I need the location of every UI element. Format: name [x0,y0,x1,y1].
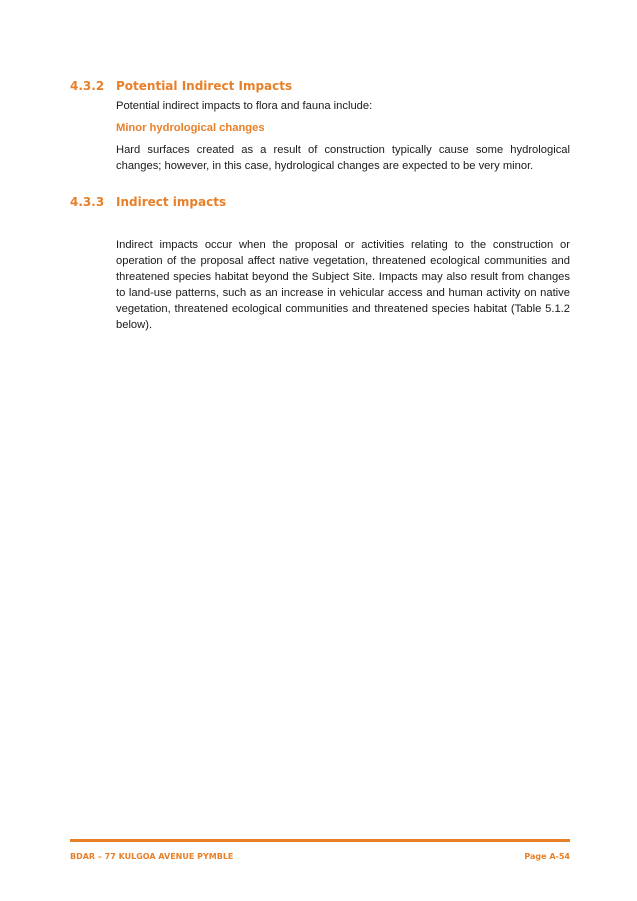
section-432-intro: Potential indirect impacts to flora and fauna include: [116,100,373,112]
section-432-body: Hard surfaces created as a result of construction typically cause some hydrological changes; however, in this case, hydrological changes are expected to be very minor. [116,144,570,172]
section-title: Potential Indirect Impacts [116,79,293,93]
footer-document-title: BDAR – 77 KULGOA AVENUE PYMBLE [70,852,234,861]
section-number: 4.3.2 [70,79,105,93]
section-433-body: Indirect impacts occur when the proposal or activities relating to the construction or operation of the proposal affect native vegetation, threatened ecological communities and threatened species habitat beyond the Subject Site. Impacts may also result from changes to land-use patterns, such as an increase in vehicular access and human activity on native vegetation, threatened ecological communities and threatened species habitat (Table 5.1.2 below). [116,239,570,331]
section-433-heading [70,195,226,209]
section-number: 4.3.3 [70,195,105,209]
subheading-hydrological: Minor hydrological changes [116,122,265,134]
footer-rule [70,839,570,842]
section-432-heading [70,79,292,93]
footer-page-number: Page A-54 [524,852,570,861]
section-title: Indirect impacts [116,195,227,209]
